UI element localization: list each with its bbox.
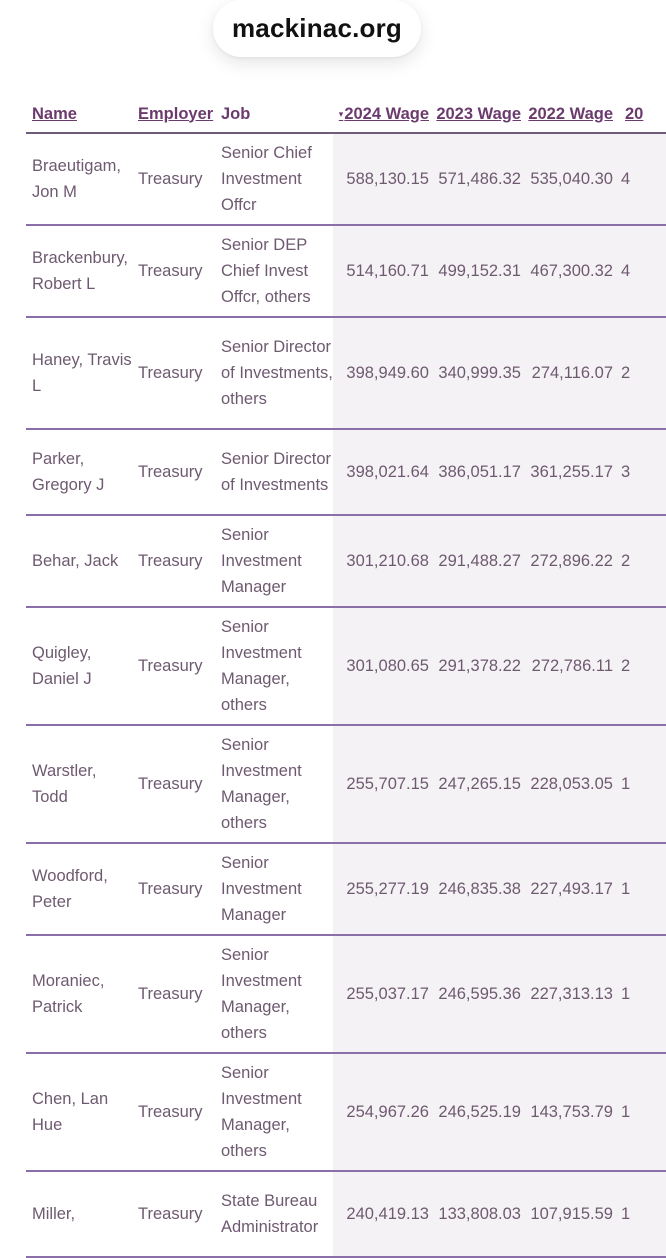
wage-2021-cell: 1 — [617, 725, 666, 843]
table-row — [26, 225, 666, 317]
table-row — [26, 515, 666, 607]
wage-2024-cell: 254,967.26 — [333, 1053, 433, 1171]
name-cell: Haney, Travis L — [26, 317, 132, 429]
employer-cell: Treasury — [132, 429, 215, 515]
wage-2021-cell: 4 — [617, 133, 666, 225]
wage-2023-cell: 246,525.19 — [433, 1053, 525, 1171]
job-cell: Senior Investment Manager, others — [215, 725, 333, 843]
wage-2024-cell: 301,210.68 — [333, 515, 433, 607]
header-row — [26, 96, 666, 133]
wage-2022-cell: 272,896.22 — [525, 515, 617, 607]
name-cell: Braeutigam, Jon M — [26, 133, 132, 225]
table-row — [26, 1053, 666, 1171]
wage-2022-cell: 228,053.05 — [525, 725, 617, 843]
column-header-employer[interactable]: Employer — [132, 96, 215, 133]
column-header-2024-wage[interactable] — [333, 96, 433, 133]
wage-2023-cell: 246,595.36 — [433, 935, 525, 1053]
name-cell: Parker, Gregory J — [26, 429, 132, 515]
column-header-2022-wage[interactable]: 2022 Wage — [525, 96, 617, 133]
wage-2023-cell: 133,808.03 — [433, 1171, 525, 1257]
wage-2021-cell: 1 — [617, 1171, 666, 1257]
table-row — [26, 1171, 666, 1257]
employer-cell: Treasury — [132, 725, 215, 843]
table-row — [26, 317, 666, 429]
job-cell: Senior DEP Chief Invest Offcr, others — [215, 225, 333, 317]
wage-2023-cell: 246,835.38 — [433, 843, 525, 935]
wage-2023-cell: 499,152.31 — [433, 225, 525, 317]
wage-2024-cell: 398,949.60 — [333, 317, 433, 429]
wage-2023-cell: 571,486.32 — [433, 133, 525, 225]
name-cell: Moraniec, Patrick — [26, 935, 132, 1053]
wage-2021-cell: 2 — [617, 607, 666, 725]
wage-2024-cell: 240,419.13 — [333, 1171, 433, 1257]
employer-cell: Treasury — [132, 225, 215, 317]
table-row — [26, 935, 666, 1053]
job-cell: Senior Director of Investments — [215, 429, 333, 515]
employer-cell: Treasury — [132, 1053, 215, 1171]
table-row — [26, 843, 666, 935]
wage-2023-cell: 291,378.22 — [433, 607, 525, 725]
wage-2022-cell: 467,300.32 — [525, 225, 617, 317]
wage-2024-cell: 255,037.17 — [333, 935, 433, 1053]
wage-2023-cell: 340,999.35 — [433, 317, 525, 429]
table-body — [26, 133, 666, 1257]
name-cell: Miller, — [26, 1171, 132, 1257]
wage-2021-cell: 2 — [617, 515, 666, 607]
wage-2024-cell: 588,130.15 — [333, 133, 433, 225]
job-cell: Senior Investment Manager, others — [215, 607, 333, 725]
wage-2024-cell: 255,707.15 — [333, 725, 433, 843]
job-cell: Senior Director of Investments, others — [215, 317, 333, 429]
employer-cell: Treasury — [132, 607, 215, 725]
wage-2023-cell: 247,265.15 — [433, 725, 525, 843]
table-row — [26, 133, 666, 225]
wage-2022-cell: 361,255.17 — [525, 429, 617, 515]
address-bar[interactable] — [213, 0, 421, 57]
wage-2021-cell: 1 — [617, 843, 666, 935]
employer-cell: Treasury — [132, 317, 215, 429]
job-cell: Senior Investment Manager — [215, 843, 333, 935]
name-cell: Quigley, Daniel J — [26, 607, 132, 725]
column-header-2024-wage-label: 2024 Wage — [344, 104, 429, 123]
employer-cell: Treasury — [132, 843, 215, 935]
employer-cell: Treasury — [132, 515, 215, 607]
column-header-name[interactable]: Name — [26, 96, 132, 133]
wage-2024-cell: 514,160.71 — [333, 225, 433, 317]
wage-2021-cell: 2 — [617, 317, 666, 429]
wage-2023-cell: 291,488.27 — [433, 515, 525, 607]
sort-descending-icon: ▾ — [338, 108, 344, 119]
name-cell: Woodford, Peter — [26, 843, 132, 935]
wage-2024-cell: 255,277.19 — [333, 843, 433, 935]
wage-2022-cell: 535,040.30 — [525, 133, 617, 225]
url-text: mackinac.org — [231, 13, 403, 43]
table-row — [26, 607, 666, 725]
wage-2022-cell: 143,753.79 — [525, 1053, 617, 1171]
table-row — [26, 725, 666, 843]
employer-cell: Treasury — [132, 935, 215, 1053]
wage-2022-cell: 227,313.13 — [525, 935, 617, 1053]
salary-table-container[interactable] — [26, 96, 644, 1236]
job-cell: Senior Chief Investment Offcr — [215, 133, 333, 225]
job-cell: Senior Investment Manager — [215, 515, 333, 607]
name-cell: Behar, Jack — [26, 515, 132, 607]
job-cell: Senior Investment Manager, others — [215, 935, 333, 1053]
wage-2022-cell: 107,915.59 — [525, 1171, 617, 1257]
column-header-2023-wage[interactable]: 2023 Wage — [433, 96, 525, 133]
wage-2021-cell: 4 — [617, 225, 666, 317]
table-header — [26, 96, 666, 133]
job-cell: State Bureau Administrator — [215, 1171, 333, 1257]
wage-2024-cell: 301,080.65 — [333, 607, 433, 725]
employer-cell: Treasury — [132, 133, 215, 225]
column-header-job: Job — [215, 96, 333, 133]
job-cell: Senior Investment Manager, others — [215, 1053, 333, 1171]
column-header-2021-wage[interactable]: 20 — [617, 96, 666, 133]
employer-cell: Treasury — [132, 1171, 215, 1257]
wage-2023-cell: 386,051.17 — [433, 429, 525, 515]
wage-2022-cell: 272,786.11 — [525, 607, 617, 725]
wage-2021-cell: 1 — [617, 1053, 666, 1171]
table-row — [26, 429, 666, 515]
name-cell: Warstler, Todd — [26, 725, 132, 843]
name-cell: Chen, Lan Hue — [26, 1053, 132, 1171]
wage-2022-cell: 274,116.07 — [525, 317, 617, 429]
wage-2021-cell: 1 — [617, 935, 666, 1053]
wage-2024-cell: 398,021.64 — [333, 429, 433, 515]
salary-table — [26, 96, 666, 1258]
wage-2022-cell: 227,493.17 — [525, 843, 617, 935]
name-cell: Brackenbury, Robert L — [26, 225, 132, 317]
wage-2021-cell: 3 — [617, 429, 666, 515]
